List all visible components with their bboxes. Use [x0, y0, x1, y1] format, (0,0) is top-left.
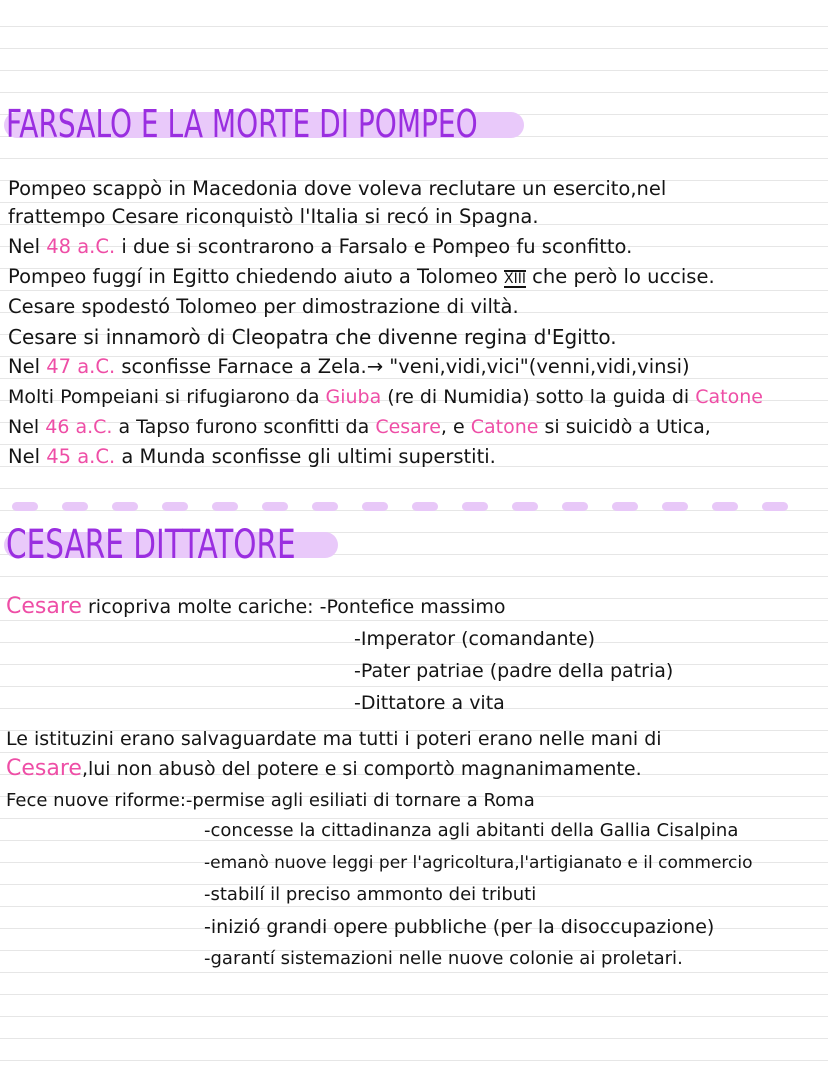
text-line: Cesare ricopriva molte cariche: -Pontefice massimo — [6, 594, 506, 619]
text-line: -inizió grandi opere pubbliche (per la disoccupazione) — [204, 916, 715, 938]
dashed-divider — [0, 502, 828, 514]
text-line: Cesare spodestó Tolomeo per dimostrazione di viltà. — [8, 295, 519, 318]
text-line: Cesare si innamorò di Cleopatra che divenne regina d'Egitto. — [8, 325, 617, 349]
section-title-cesare-dittatore: CESARE DITTATORE — [6, 522, 296, 568]
text-line: -concesse la cittadinanza agli abitanti della Gallia Cisalpina — [204, 820, 739, 841]
text-line: -Dittatore a vita — [354, 692, 505, 714]
text-line: frattempo Cesare riconquistò l'Italia si recó in Spagna. — [8, 205, 539, 228]
text-line: Nel 45 a.C. a Munda sconfisse gli ultimi superstiti. — [8, 445, 496, 468]
text-line: Pompeo fuggí in Egitto chiedendo aiuto a Tolomeo XIII che però lo uccise. — [8, 265, 715, 288]
text-line: -emanò nuove leggi per l'agricoltura,l'artigianato e il commercio — [204, 853, 753, 873]
text-line: Le istituzini erano salvaguardate ma tutti i poteri erano nelle mani di — [6, 728, 662, 750]
text-line: Fece nuove riforme:-permise agli esiliati di tornare a Roma — [6, 790, 535, 811]
text-line: -stabilí il preciso ammonto dei tributi — [204, 884, 537, 905]
text-line: -Imperator (comandante) — [354, 628, 596, 650]
text-line: Pompeo scappò in Macedonia dove voleva reclutare un esercito,nel — [8, 177, 667, 200]
section-title-farsalo: FARSALO E LA MORTE DI POMPEO — [6, 102, 478, 146]
text-line: Cesare,lui non abusò del potere e si comportò magnanimamente. — [6, 756, 642, 781]
text-line: Molti Pompeiani si rifugiarono da Giuba (re di Numidia) sotto la guida di Catone — [8, 386, 763, 408]
text-line: Nel 47 a.C. sconfisse Farnace a Zela.→ "veni,vidi,vici"(venni,vidi,vinsi) — [8, 355, 690, 378]
text-line: Nel 46 a.C. a Tapso furono sconfitti da Cesare, e Catone si suicidò a Utica, — [8, 416, 711, 438]
text-line: -Pater patriae (padre della patria) — [354, 660, 674, 682]
text-line: Nel 48 a.C. i due si scontrarono a Farsalo e Pompeo fu sconfitto. — [8, 235, 633, 258]
text-line: -garantí sistemazioni nelle nuove colonie ai proletari. — [204, 948, 683, 969]
